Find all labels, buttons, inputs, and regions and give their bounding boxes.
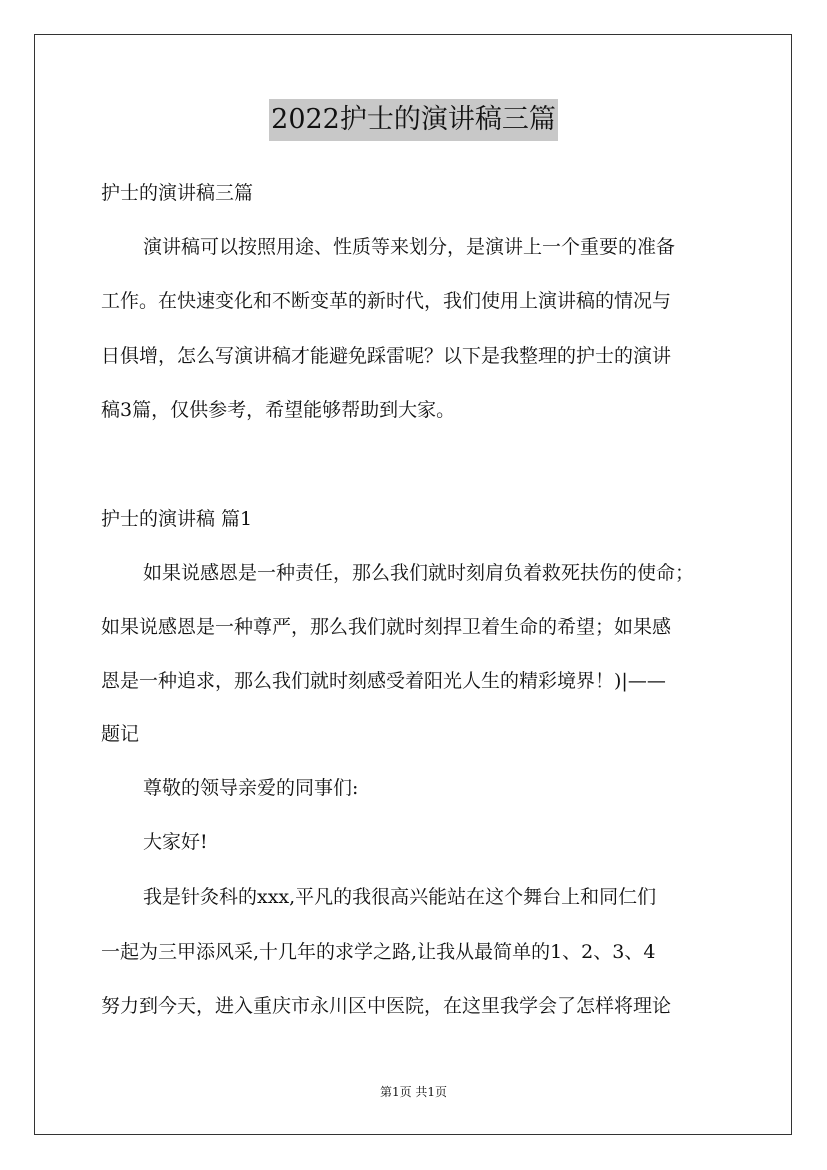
document-title: 2022护士的演讲稿三篇 <box>269 99 558 141</box>
epigraph-line: 题记 <box>101 723 140 745</box>
intro-line: 稿3篇，仅供参考，希望能够帮助到大家。 <box>101 399 456 421</box>
epigraph-line: 如果说感恩是一种尊严，那么我们就时刻捍卫着生命的希望；如果感 <box>101 616 672 638</box>
body-line: 我是针灸科的xxx,平凡的我很高兴能站在这个舞台上和同仁们 <box>143 886 657 908</box>
subtitle: 护士的演讲稿三篇 <box>101 182 254 204</box>
greeting: 大家好! <box>143 831 208 853</box>
body-line: 努力到今天，进入重庆市永川区中医院，在这里我学会了怎样将理论 <box>101 995 672 1017</box>
epigraph-line: 如果说感恩是一种责任，那么我们就时刻肩负着救死扶伤的使命； <box>143 562 695 584</box>
title-container <box>0 99 827 141</box>
page-footer: 第1页 共1页 <box>379 1085 448 1099</box>
epigraph-line: 恩是一种追求，那么我们就时刻感受着阳光人生的精彩境界！)|—— <box>101 670 666 692</box>
intro-line: 日俱增，怎么写演讲稿才能避免踩雷呢？以下是我整理的护士的演讲 <box>101 345 672 367</box>
intro-line: 演讲稿可以按照用途、性质等来划分，是演讲上一个重要的准备 <box>143 236 676 258</box>
intro-line: 工作。在快速变化和不断变革的新时代，我们使用上演讲稿的情况与 <box>101 290 672 312</box>
salutation: 尊敬的领导亲爱的同事们: <box>143 777 359 799</box>
body-line: 一起为三甲添风采,十几年的求学之路,让我从最简单的1、2、3、4 <box>101 941 656 963</box>
section-heading: 护士的演讲稿 篇1 <box>101 508 253 530</box>
